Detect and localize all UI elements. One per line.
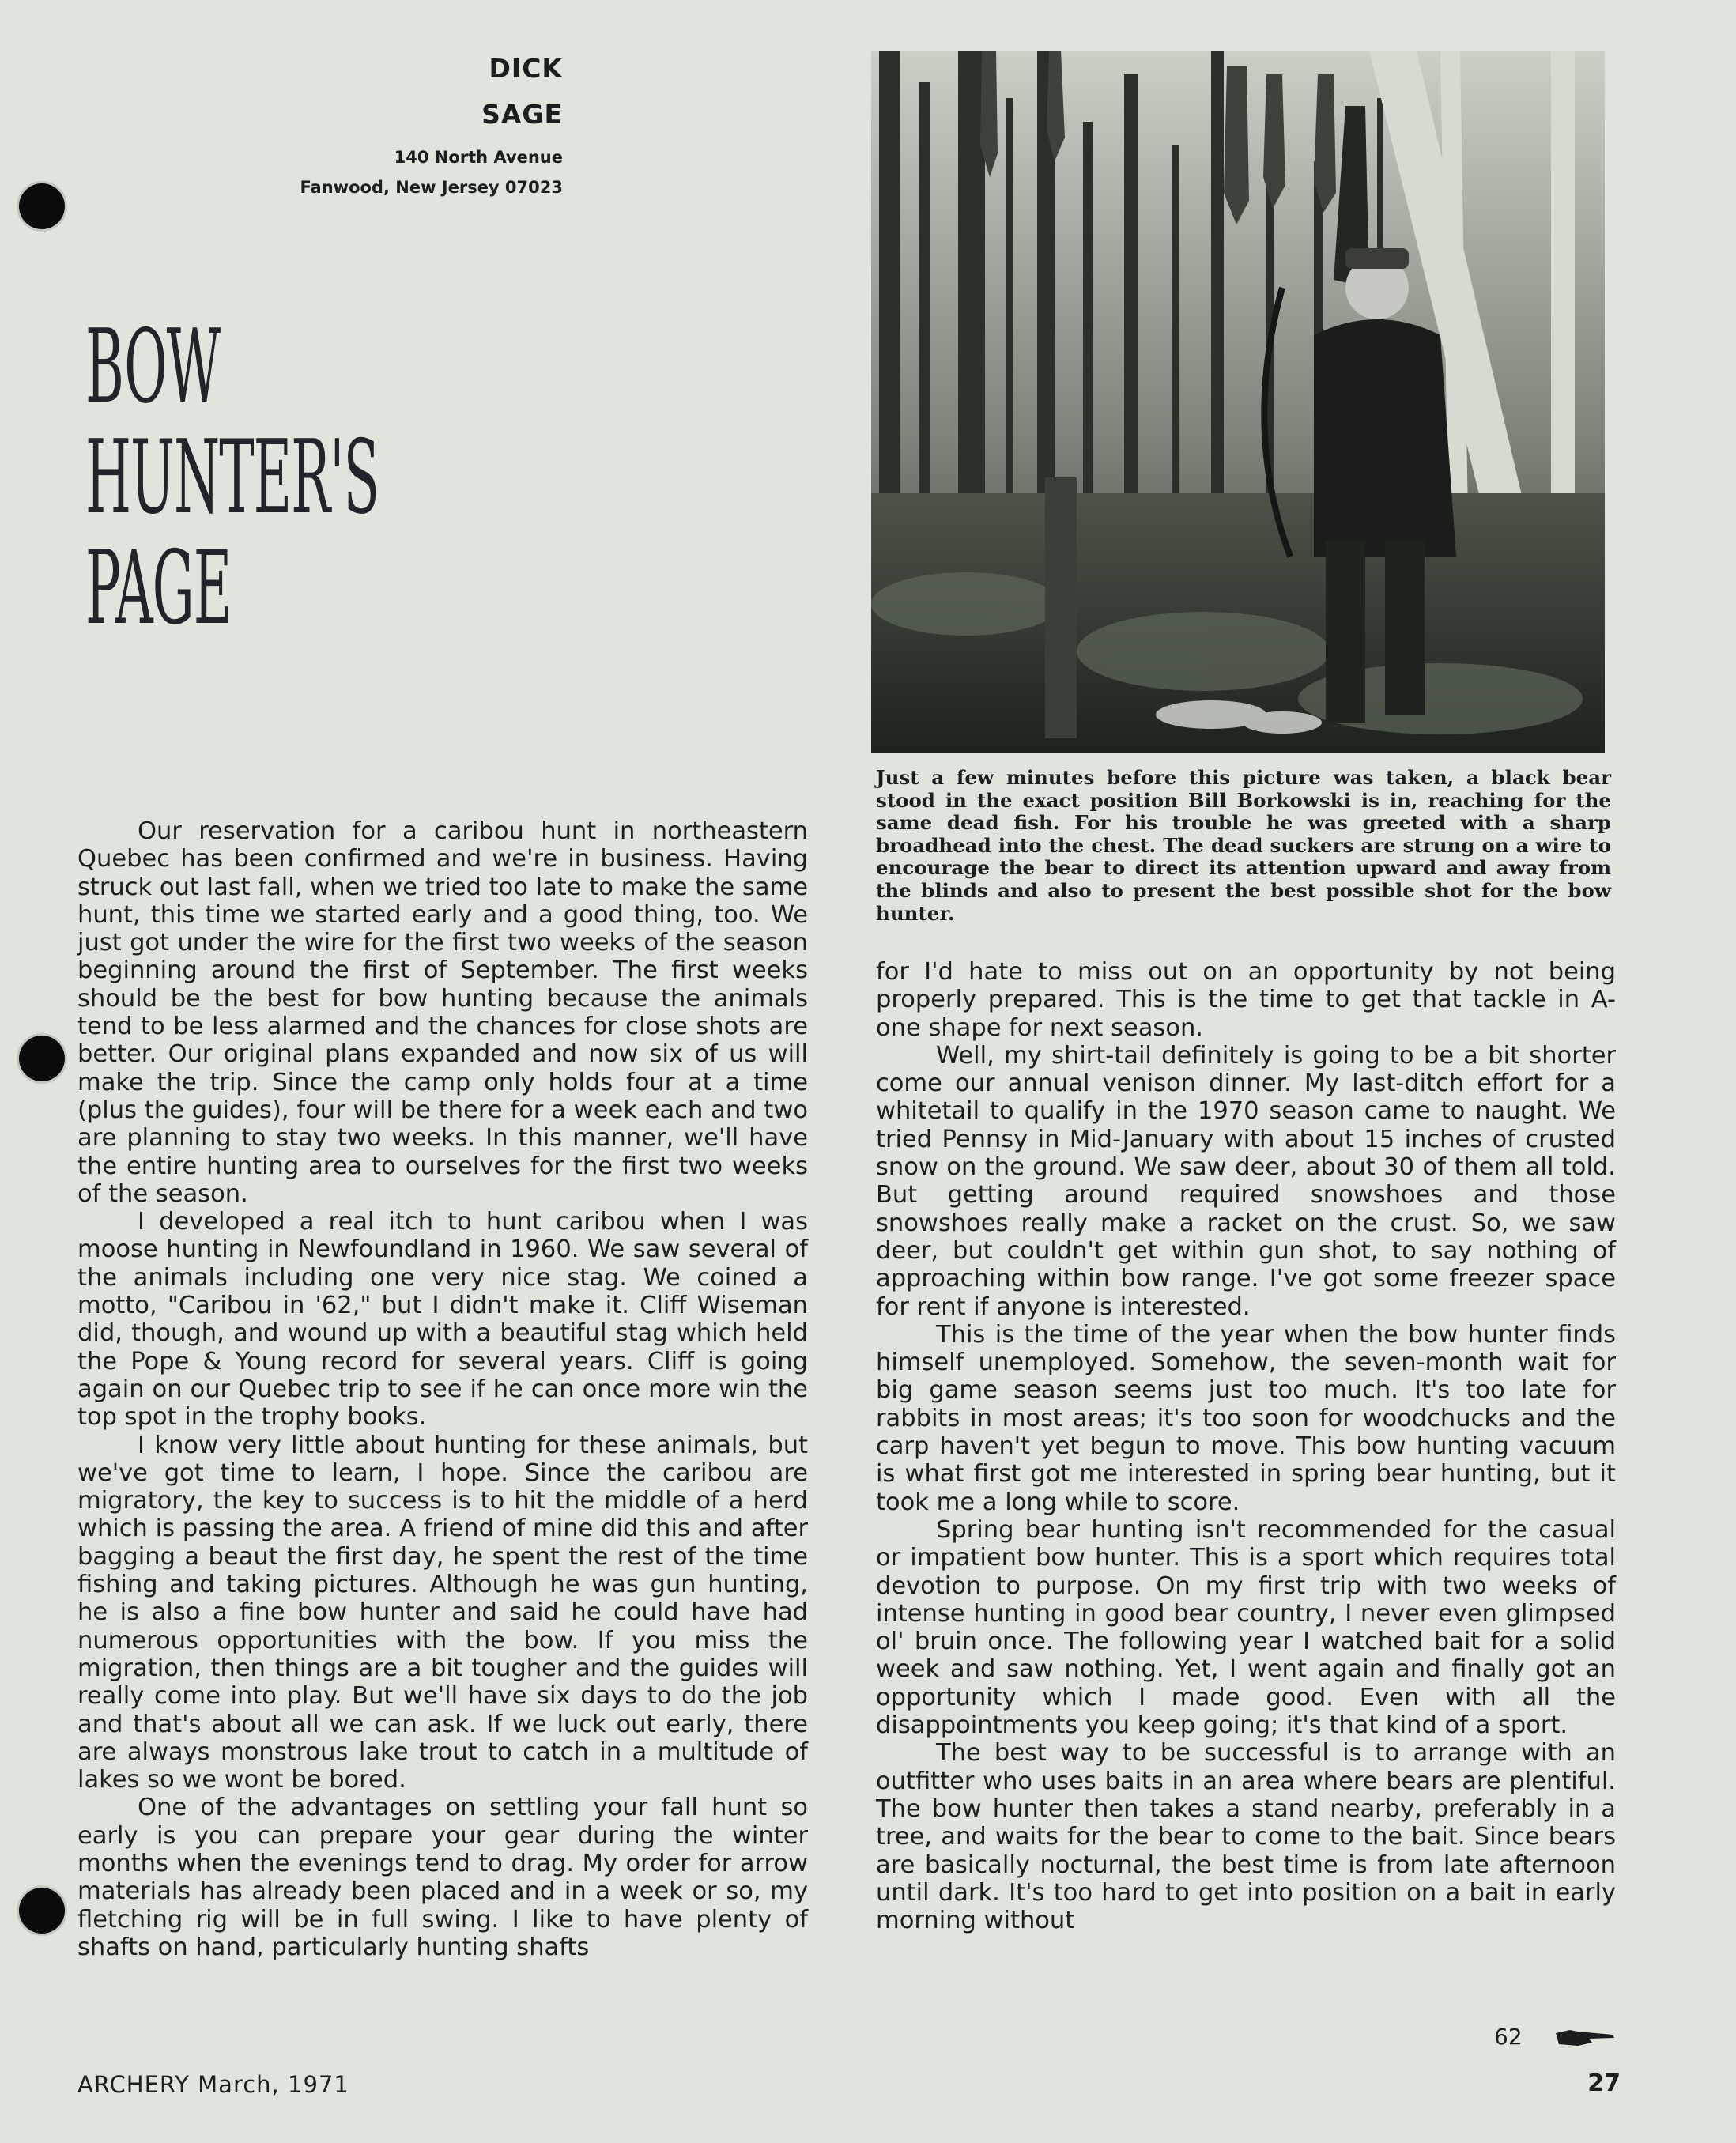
author-first-name: DICK	[489, 53, 563, 84]
article-photo	[871, 51, 1605, 753]
binder-hole-bottom	[19, 1888, 65, 1934]
photo-caption: Just a few minutes before this picture was taken, a black bear stood in the exact position Bill Borkowski is in, reaching for the same dead fish. For his trouble he was greeted with a sharp broadhead into the chest. The dead suckers are strung on a wire to encourage the bear to direct its attention upward and away from the blinds and also to present the best possible shot for the bow hunter.	[876, 766, 1611, 925]
author-address	[300, 142, 563, 202]
paragraph: Spring bear hunting isn't recommended for the casual or impatient bow hunter. This is a sport which requires total devotion to purpose. On my first trip with two weeks of intense hunting in good bear country, I never even glimpsed ol' bruin once. The following year I watched bait for a solid week and saw nothing. Yet, I went again and finally got an opportunity which I made good. Even with all the disappointments you keep going; it's that kind of a sport.	[876, 1515, 1616, 1740]
paragraph: Well, my shirt-tail definitely is going to be a bit shorter come our annual venison dinner. My last-ditch effort for a whitetail to qualify in the 1970 season came to naught. We tried Pennsy in Mid-January with about 15 inches of crusted snow on the ground. We saw deer, about 30 of them all told. But getting around required snowshoes and those snowshoes really make a racket on the crust. So, we saw deer, but couldn't get within gun shot, to say nothing of approaching within bow range. I've got some freezer space for rent if anyone is interested.	[876, 1041, 1616, 1321]
page-number: 27	[1587, 2069, 1621, 2097]
title-line-page: PAGE	[85, 530, 232, 647]
paragraph: The best way to be successful is to arrange with an outfitter who uses baits in an area where bears are plentiful. The bow hunter then takes a stand nearby, preferably in a tree, and waits for the bear to come to the bait. Since bears are basically nocturnal, the best time is from late afternoon until dark. It's too hard to get into position on a bait in early morning without	[876, 1739, 1616, 1935]
paragraph: I know very little about hunting for these animals, but we've got time to learn, I hope. Since the caribou are migratory, the key to success is to hit the middle of a herd which is passing the area. A friend of mine did this and after bagging a beaut the first day, he spent the rest of the time fishing and taking pictures. Although he was gun hunting, he is also a fine bow hunter and said he could have had numerous opportunities with the bow. If you miss the migration, then things are a bit tougher and the guides will really come into play. But we'll have six days to do the job and that's about all we can ask. If we luck out early, there are always monstrous lake trout to catch in a multitude of lakes so we wont be bored.	[77, 1431, 808, 1794]
forest-scene-image	[871, 51, 1605, 753]
paragraph: One of the advantages on settling your fall hunt so early is you can prepare your gear during the winter months when the evenings tend to drag. My order for arrow materials has already been placed and in a week or so, my fletching rig will be in full swing. I like to have plenty of shafts on hand, particularly hunting shafts	[77, 1794, 808, 1961]
binder-hole-middle	[19, 1036, 65, 1081]
title-line-bow: BOW	[85, 308, 221, 426]
continued-page-number: 62	[1494, 2024, 1523, 2050]
page-title	[85, 308, 650, 647]
paragraph: This is the time of the year when the bow hunter finds himself unemployed. Somehow, the seven-month wait for big game season seems just too much. It's too late for rabbits in most areas; it's too soon for woodchucks and the carp haven't yet begun to move. This bow hunting vacuum is what first got me interested in spring bear hunting, but it took me a long while to score.	[876, 1320, 1616, 1516]
author-last-name: SAGE	[481, 99, 563, 130]
paragraph: for I'd hate to miss out on an opportunity by not being properly prepared. This is the time to get that tackle in A-one shape for next season.	[876, 958, 1616, 1042]
paragraph: I developed a real itch to hunt caribou when I was moose hunting in Newfoundland in 1960. We saw several of the animals including one very nice stag. We coined a motto, "Caribou in '62," but I didn't make it. Cliff Wiseman did, though, and wound up with a beautiful stag which held the Pope & Young record for several years. Cliff is going again on our Quebec trip to see if he can once more win the top spot in the trophy books.	[77, 1208, 808, 1432]
pointing-hand-icon	[1554, 2025, 1617, 2052]
article-column-left	[77, 817, 808, 1961]
author-block	[300, 46, 563, 202]
article-column-right	[876, 958, 1616, 1934]
author-street: 140 North Avenue	[394, 148, 563, 167]
publication-footer: ARCHERY March, 1971	[77, 2071, 349, 2098]
binder-hole-top	[19, 183, 65, 229]
author-city: Fanwood, New Jersey 07023	[300, 178, 563, 197]
title-line-hunters: HUNTER'S	[85, 419, 379, 537]
paragraph: Our reservation for a caribou hunt in northeastern Quebec has been confirmed and we're in business. Having struck out last fall, when we tried too late to make the same hunt, this time we started early and a good thing, too. We just got under the wire for the first two weeks of the season beginning around the first of September. The first weeks should be the best for bow hunting because the animals tend to be less alarmed and the chances for close shots are better. Our original plans expanded and now six of us will make the trip. Since the camp only holds four at a time (plus the guides), four will be there for a week each and two are planning to stay two weeks. In this manner, we'll have the entire hunting area to ourselves for the first two weeks of the season.	[77, 817, 808, 1208]
